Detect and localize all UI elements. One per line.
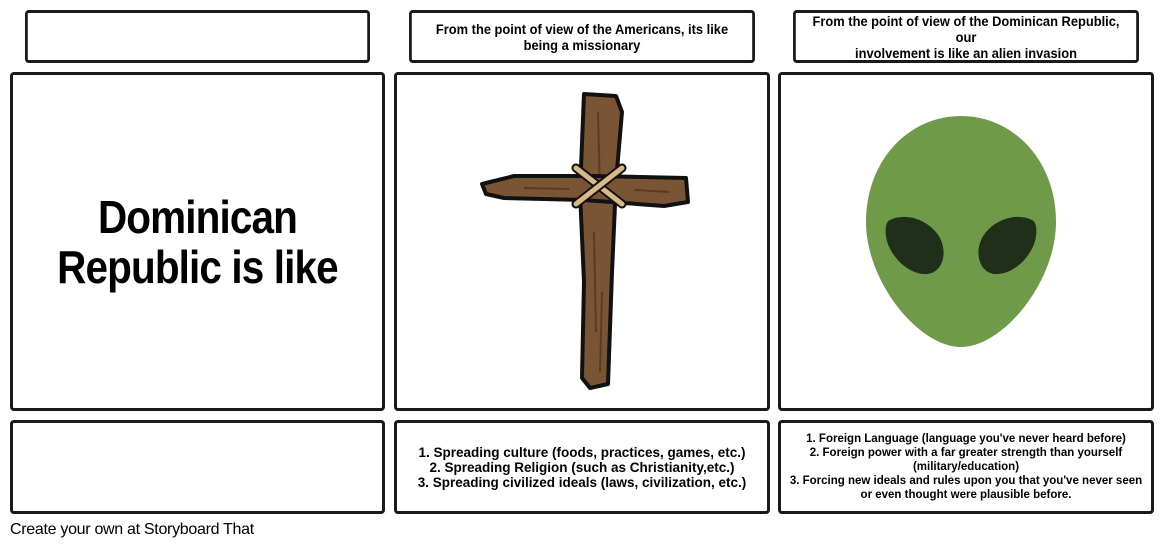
panel-3-title-line-1: From the point of view of the Dominican Republic, our [812, 12, 1120, 45]
main-text-line-2: Republic is like [57, 240, 338, 293]
alien-head-icon [778, 72, 1154, 411]
panel-3-desc-line-5: or even thought were plausible before. [860, 489, 1072, 501]
panel-3-title-line-2: involvement is like an alien invasion [855, 44, 1077, 61]
panel-2-desc-line-1: 1. Spreading culture (foods, practices, games, etc.) [418, 444, 746, 460]
panel-2-description [394, 420, 770, 514]
panel-3-desc-line-1: 1. Foreign Language (language you've never heard before) [806, 433, 1126, 445]
storyboard-footer-link[interactable]: Create your own at Storyboard That [10, 521, 254, 538]
wooden-cross-icon [394, 72, 770, 411]
panel-2-desc-line-2: 2. Spreading Religion (such as Christianity,etc.) [429, 459, 735, 475]
panel-1-main-text [57, 192, 338, 292]
panel-3-desc-line-3: (military/education) [912, 461, 1020, 473]
panel-2-title-line-2: being a missionary [523, 36, 641, 53]
panel-2-title-line-1: From the point of view of the Americans, its like [435, 20, 729, 37]
panel-1-description [10, 420, 385, 514]
panel-3-description [778, 420, 1154, 514]
panel-3-title [793, 10, 1139, 63]
panel-1-scene [10, 72, 385, 411]
panel-3-desc-line-2: 2. Foreign power with a far greater strength than yourself [809, 447, 1123, 459]
panel-2-scene [394, 72, 770, 411]
panel-3-desc-line-4: 3. Forcing new ideals and rules upon you that you've never seen [789, 475, 1143, 487]
panel-2-desc-line-3: 3. Spreading civilized ideals (laws, civilization, etc.) [417, 474, 747, 490]
panel-2-title [409, 10, 755, 63]
panel-1-title [25, 10, 370, 63]
panel-3-scene [778, 72, 1154, 411]
main-text-line-1: Dominican [97, 190, 298, 243]
